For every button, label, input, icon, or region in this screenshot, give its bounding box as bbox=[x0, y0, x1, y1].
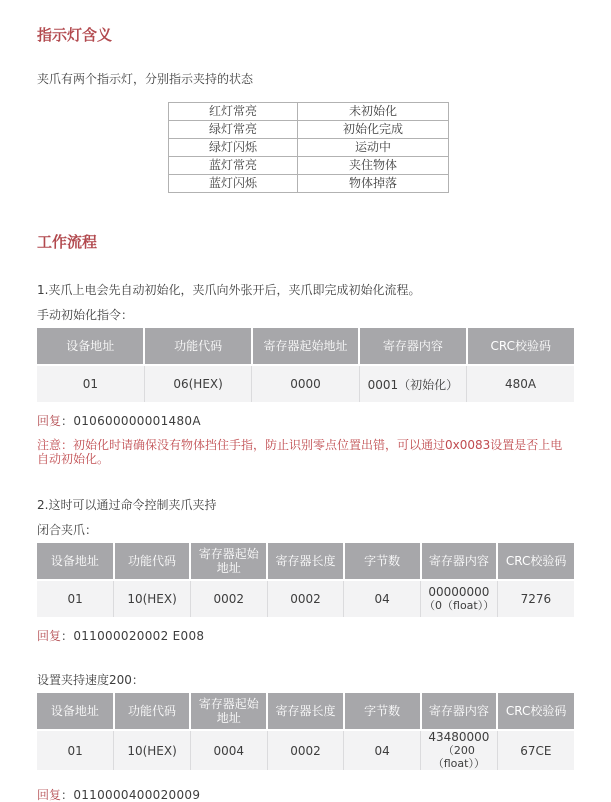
column-header: 功能代码 bbox=[144, 328, 251, 365]
column-header: 字节数 bbox=[344, 543, 421, 580]
reply-line-2 bbox=[37, 629, 574, 643]
table-cell: 10(HEX) bbox=[114, 580, 191, 617]
table-header-row bbox=[37, 693, 574, 730]
section-title-indicator-meaning: 指示灯含义 bbox=[37, 26, 113, 44]
set-speed-table bbox=[37, 693, 574, 770]
column-header: 寄存器长度 bbox=[267, 543, 344, 580]
register-content-hex: 43480000 bbox=[428, 730, 490, 744]
indicator-state-cell: 物体掉落 bbox=[298, 175, 449, 193]
table-row bbox=[37, 730, 574, 770]
note-line bbox=[37, 438, 574, 466]
table-cell: 01 bbox=[37, 365, 144, 402]
indicator-state-cell: 未初始化 bbox=[298, 103, 449, 121]
table-header-row bbox=[37, 328, 574, 365]
indicator-state-cell: 初始化完成 bbox=[298, 121, 449, 139]
table-cell bbox=[421, 730, 498, 770]
table-row bbox=[169, 103, 449, 121]
table-row bbox=[37, 580, 574, 617]
table-header-row bbox=[37, 543, 574, 580]
reply-label: 回复 bbox=[37, 788, 62, 802]
table-cell: 0000 bbox=[252, 365, 359, 402]
indicator-light-cell: 绿灯闪烁 bbox=[169, 139, 298, 157]
reply-value: ：011000020002 E008 bbox=[61, 629, 205, 643]
table-row bbox=[169, 121, 449, 139]
column-header: 设备地址 bbox=[37, 328, 144, 365]
column-header: 寄存器起始地址 bbox=[190, 543, 267, 580]
column-header: 寄存器长度 bbox=[267, 693, 344, 730]
column-header: CRC校验码 bbox=[497, 543, 574, 580]
workflow-step1-text: 1.夹爪上电会先自动初始化，夹爪向外张开后，夹爪即完成初始化流程。 bbox=[37, 283, 421, 297]
table-cell: 0002 bbox=[190, 580, 267, 617]
table-cell: 01 bbox=[37, 580, 114, 617]
close-gripper-label: 闭合夹爪： bbox=[37, 523, 98, 537]
reply-label: 回复 bbox=[37, 414, 62, 428]
table-cell: 0002 bbox=[267, 580, 344, 617]
register-content-note: （200（float）） bbox=[432, 744, 485, 770]
table-cell: 04 bbox=[344, 580, 421, 617]
indicator-light-cell: 绿灯常亮 bbox=[169, 121, 298, 139]
column-header: 功能代码 bbox=[114, 693, 191, 730]
close-gripper-table bbox=[37, 543, 574, 617]
indicator-state-cell: 夹住物体 bbox=[298, 157, 449, 175]
table-row bbox=[169, 139, 449, 157]
column-header: 寄存器起始地址 bbox=[252, 328, 359, 365]
table-row bbox=[37, 365, 574, 402]
table-cell: 67CE bbox=[497, 730, 574, 770]
table-cell: 06(HEX) bbox=[144, 365, 251, 402]
table-cell bbox=[421, 580, 498, 617]
indicator-meaning-table bbox=[168, 102, 449, 193]
reply-value: ：0110000400020009 bbox=[61, 788, 201, 802]
table-cell: 0001（初始化） bbox=[359, 365, 466, 402]
column-header: 寄存器内容 bbox=[421, 693, 498, 730]
workflow-step2-text: 2.这时可以通过命令控制夹爪夹持 bbox=[37, 498, 217, 512]
note-text: ：初始化时请确保没有物体挡住手指，防止识别零点位置出错，可以通过0x0083设置是否上电自动初始化。 bbox=[37, 438, 563, 466]
column-header: CRC校验码 bbox=[497, 693, 574, 730]
table-cell: 0004 bbox=[190, 730, 267, 770]
column-header: 功能代码 bbox=[114, 543, 191, 580]
set-speed-label: 设置夹持速度200： bbox=[37, 673, 144, 687]
indicator-state-cell: 运动中 bbox=[298, 139, 449, 157]
manual-init-label: 手动初始化指令： bbox=[37, 308, 134, 322]
note-label: 注意 bbox=[37, 438, 62, 452]
table-cell: 7276 bbox=[497, 580, 574, 617]
indicator-light-cell: 红灯常亮 bbox=[169, 103, 298, 121]
indicator-intro-text: 夹爪有两个指示灯，分别指示夹持的状态 bbox=[37, 72, 254, 86]
table-cell: 0002 bbox=[267, 730, 344, 770]
reply-line-3 bbox=[37, 788, 574, 802]
reply-label: 回复 bbox=[37, 629, 62, 643]
column-header: CRC校验码 bbox=[467, 328, 574, 365]
reply-value: ：010600000001480A bbox=[61, 414, 201, 428]
column-header: 字节数 bbox=[344, 693, 421, 730]
table-cell: 480A bbox=[467, 365, 574, 402]
register-content-note: （0（float）） bbox=[424, 599, 495, 612]
column-header: 寄存器起始地址 bbox=[190, 693, 267, 730]
table-row bbox=[169, 175, 449, 193]
table-cell: 04 bbox=[344, 730, 421, 770]
table-row bbox=[169, 157, 449, 175]
column-header: 设备地址 bbox=[37, 543, 114, 580]
init-command-table bbox=[37, 328, 574, 402]
table-cell: 10(HEX) bbox=[114, 730, 191, 770]
column-header: 设备地址 bbox=[37, 693, 114, 730]
table-cell: 01 bbox=[37, 730, 114, 770]
reply-line-1 bbox=[37, 414, 574, 428]
indicator-light-cell: 蓝灯常亮 bbox=[169, 157, 298, 175]
column-header: 寄存器内容 bbox=[421, 543, 498, 580]
section-title-workflow: 工作流程 bbox=[37, 233, 98, 251]
column-header: 寄存器内容 bbox=[359, 328, 466, 365]
register-content-hex: 00000000 bbox=[428, 585, 490, 599]
indicator-light-cell: 蓝灯闪烁 bbox=[169, 175, 298, 193]
